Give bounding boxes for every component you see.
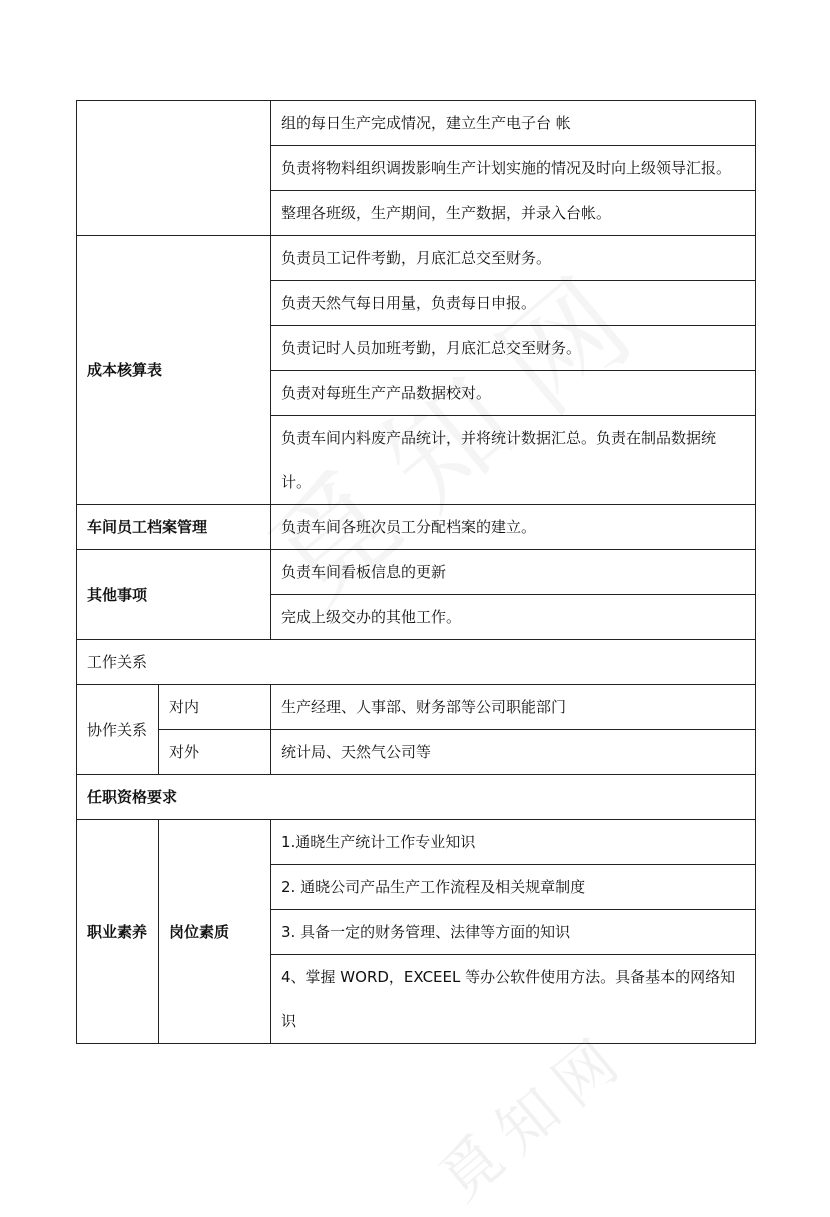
table-row bbox=[77, 101, 756, 146]
external-value: 统计局、天然气公司等 bbox=[271, 730, 756, 775]
duty-cell: 完成上级交办的其他工作。 bbox=[271, 595, 756, 640]
table-row bbox=[77, 640, 756, 685]
professional-quality-label: 职业素养 bbox=[77, 820, 159, 1044]
archive-label: 车间员工档案管理 bbox=[77, 505, 271, 550]
table-row bbox=[77, 820, 756, 865]
duty-cell: 负责员工记件考勤，月底汇总交至财务。 bbox=[271, 236, 756, 281]
qualification-item: 2. 通晓公司产品生产工作流程及相关规章制度 bbox=[271, 865, 756, 910]
qualification-item: 3. 具备一定的财务管理、法律等方面的知识 bbox=[271, 910, 756, 955]
duty-cell: 负责车间各班次员工分配档案的建立。 bbox=[271, 505, 756, 550]
duty-cell: 整理各班级，生产期间，生产数据，并录入台帐。 bbox=[271, 191, 756, 236]
duty-cell: 负责对每班生产产品数据校对。 bbox=[271, 371, 756, 416]
duty-cell: 组的每日生产完成情况，建立生产电子台 帐 bbox=[271, 101, 756, 146]
table-row bbox=[77, 236, 756, 281]
watermark-logo: 覓知网 bbox=[426, 1018, 642, 1215]
empty-label-cell bbox=[77, 101, 271, 236]
duty-cell: 负责将物料组织调拨影响生产计划实施的情况及时向上级领导汇报。 bbox=[271, 146, 756, 191]
internal-label: 对内 bbox=[159, 685, 271, 730]
work-relations-heading: 工作关系 bbox=[77, 640, 756, 685]
qualification-item: 4、掌握 WORD，EXCEEL 等办公软件使用方法。具备基本的网络知识 bbox=[271, 955, 756, 1044]
cost-accounting-label: 成本核算表 bbox=[77, 236, 271, 505]
table-row bbox=[77, 730, 756, 775]
external-label: 对外 bbox=[159, 730, 271, 775]
qualification-item: 1.通晓生产统计工作专业知识 bbox=[271, 820, 756, 865]
qualification-heading: 任职资格要求 bbox=[77, 775, 756, 820]
internal-value: 生产经理、人事部、财务部等公司职能部门 bbox=[271, 685, 756, 730]
duty-cell: 负责天然气每日用量，负责每日申报。 bbox=[271, 281, 756, 326]
cooperation-label: 协作关系 bbox=[77, 685, 159, 775]
duty-cell: 负责车间内料废产品统计，并将统计数据汇总。负责在制品数据统计。 bbox=[271, 416, 756, 505]
table-row bbox=[77, 685, 756, 730]
job-description-table bbox=[76, 100, 756, 1044]
other-matters-label: 其他事项 bbox=[77, 550, 271, 640]
duty-cell: 负责记时人员加班考勤，月底汇总交至财务。 bbox=[271, 326, 756, 371]
table-row bbox=[77, 775, 756, 820]
table-row bbox=[77, 550, 756, 595]
table-row bbox=[77, 505, 756, 550]
position-quality-label: 岗位素质 bbox=[159, 820, 271, 1044]
duty-cell: 负责车间看板信息的更新 bbox=[271, 550, 756, 595]
